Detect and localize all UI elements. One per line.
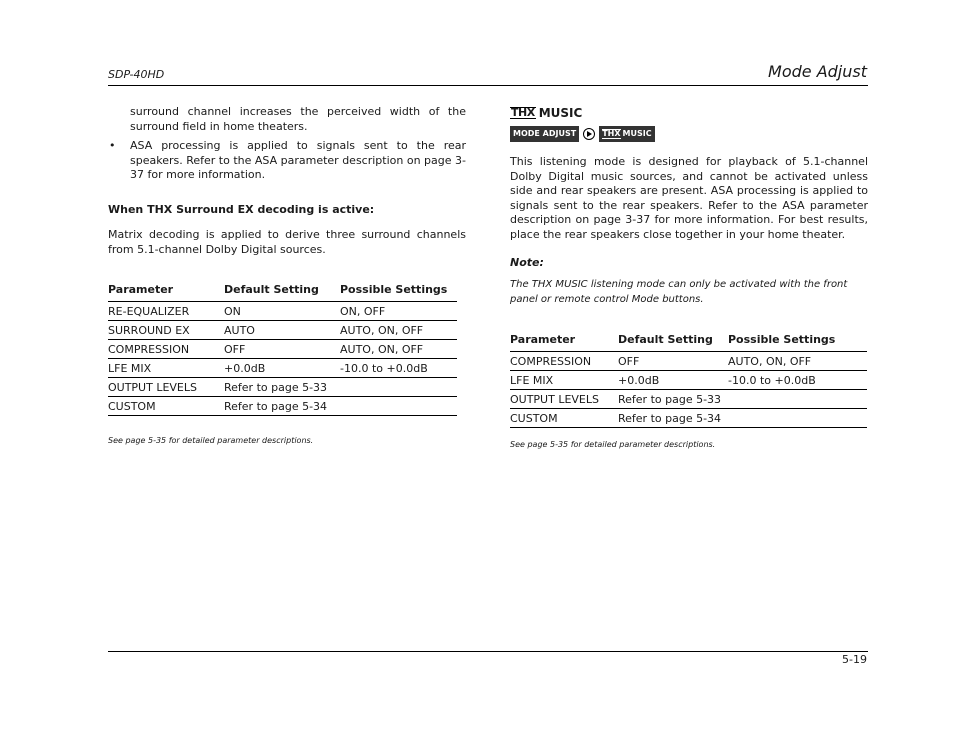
table-cell: -10.0 to +0.0dB [340,359,457,378]
music-description: This listening mode is designed for playback of 5.1-channel Dolby Digital music sources, and cannot be activated unless side and rear speakers are present. ASA processing is applied to signals sent to the rear speakers. Refer to the ASA parameter description on page 3-37 for more information. For best results, place the rear speakers close together in your home theater. [510,155,868,241]
thx-music-heading [510,106,582,120]
table-cell: -10.0 to +0.0dB [728,371,867,390]
bullet-asa-text: ASA processing is applied to signals sent to the rear speakers. Refer to the ASA parameter description on page 3-37 for more information. [130,139,466,181]
table-cell [340,397,457,416]
footer-rule [108,651,868,652]
table-row [510,409,867,428]
subheading-surround-ex: When THX Surround EX decoding is active: [108,203,375,216]
table-cell: ON, OFF [340,302,457,321]
note-text: The THX MUSIC listening mode can only be activated with the front panel or remote control Mode buttons. [510,279,848,305]
table-cell: LFE MIX [510,371,618,390]
mode-title: MUSIC [538,106,583,120]
arrow-right-icon [583,128,595,140]
table-cell: OFF [224,340,340,359]
table-cell: COMPRESSION [108,340,224,359]
table-row [108,302,457,321]
left-footnote: See page 5-35 for detailed parameter descriptions. [108,436,314,445]
button-path [510,126,655,142]
table-row [108,397,457,416]
col-header-parameter: Parameter [108,277,224,302]
matrix-paragraph: Matrix decoding is applied to derive three surround channels from 5.1-channel Dolby Digital sources. [108,228,466,256]
table-row [510,352,867,371]
thx-logo: THX [511,106,535,119]
table-cell: SURROUND EX [108,321,224,340]
table-cell: RE-EQUALIZER [108,302,224,321]
table-cell [340,378,457,397]
col-header-possible: Possible Settings [340,277,457,302]
table-row [510,390,867,409]
table-header-row [510,327,867,352]
right-footnote: See page 5-35 for detailed parameter descriptions. [510,440,716,449]
table-cell: LFE MIX [108,359,224,378]
badge-music-label: MUSIC [622,129,652,138]
continuation-paragraph: surround channel increases the perceived width of the surround field in home theaters. [130,105,466,133]
table-row [510,371,867,390]
table-cell: Refer to page 5-34 [618,409,728,428]
table-cell: OFF [618,352,728,371]
table-row [108,378,457,397]
table-cell: AUTO [224,321,340,340]
col-header-parameter: Parameter [510,327,618,352]
section-title: Mode Adjust [768,62,867,81]
model-name: SDP-40HD [108,68,165,81]
table-row [108,321,457,340]
table-cell: +0.0dB [618,371,728,390]
table-cell: OUTPUT LEVELS [108,378,224,397]
table-cell: Refer to page 5-33 [618,390,728,409]
table-cell: OUTPUT LEVELS [510,390,618,409]
header-rule [108,85,868,86]
bullet-symbol: • [109,139,116,152]
col-header-default: Default Setting [618,327,728,352]
table-cell [728,390,867,409]
table-cell: Refer to page 5-34 [224,397,340,416]
note-label: Note: [510,256,544,269]
thx-music-badge [599,126,654,142]
right-parameter-table [510,327,867,428]
table-cell: AUTO, ON, OFF [340,340,457,359]
table-cell: Refer to page 5-33 [224,378,340,397]
thx-logo-small: THX [602,129,621,138]
page-number: 5-19 [842,653,867,666]
table-cell: AUTO, ON, OFF [340,321,457,340]
table-cell: CUSTOM [510,409,618,428]
table-cell: +0.0dB [224,359,340,378]
mode-adjust-badge: MODE ADJUST [510,126,579,142]
table-row [108,340,457,359]
col-header-default: Default Setting [224,277,340,302]
table-cell: AUTO, ON, OFF [728,352,867,371]
table-cell: COMPRESSION [510,352,618,371]
table-cell [728,409,867,428]
table-cell: ON [224,302,340,321]
col-header-possible: Possible Settings [728,327,867,352]
table-header-row [108,277,457,302]
left-parameter-table [108,277,457,416]
table-cell: CUSTOM [108,397,224,416]
table-row [108,359,457,378]
